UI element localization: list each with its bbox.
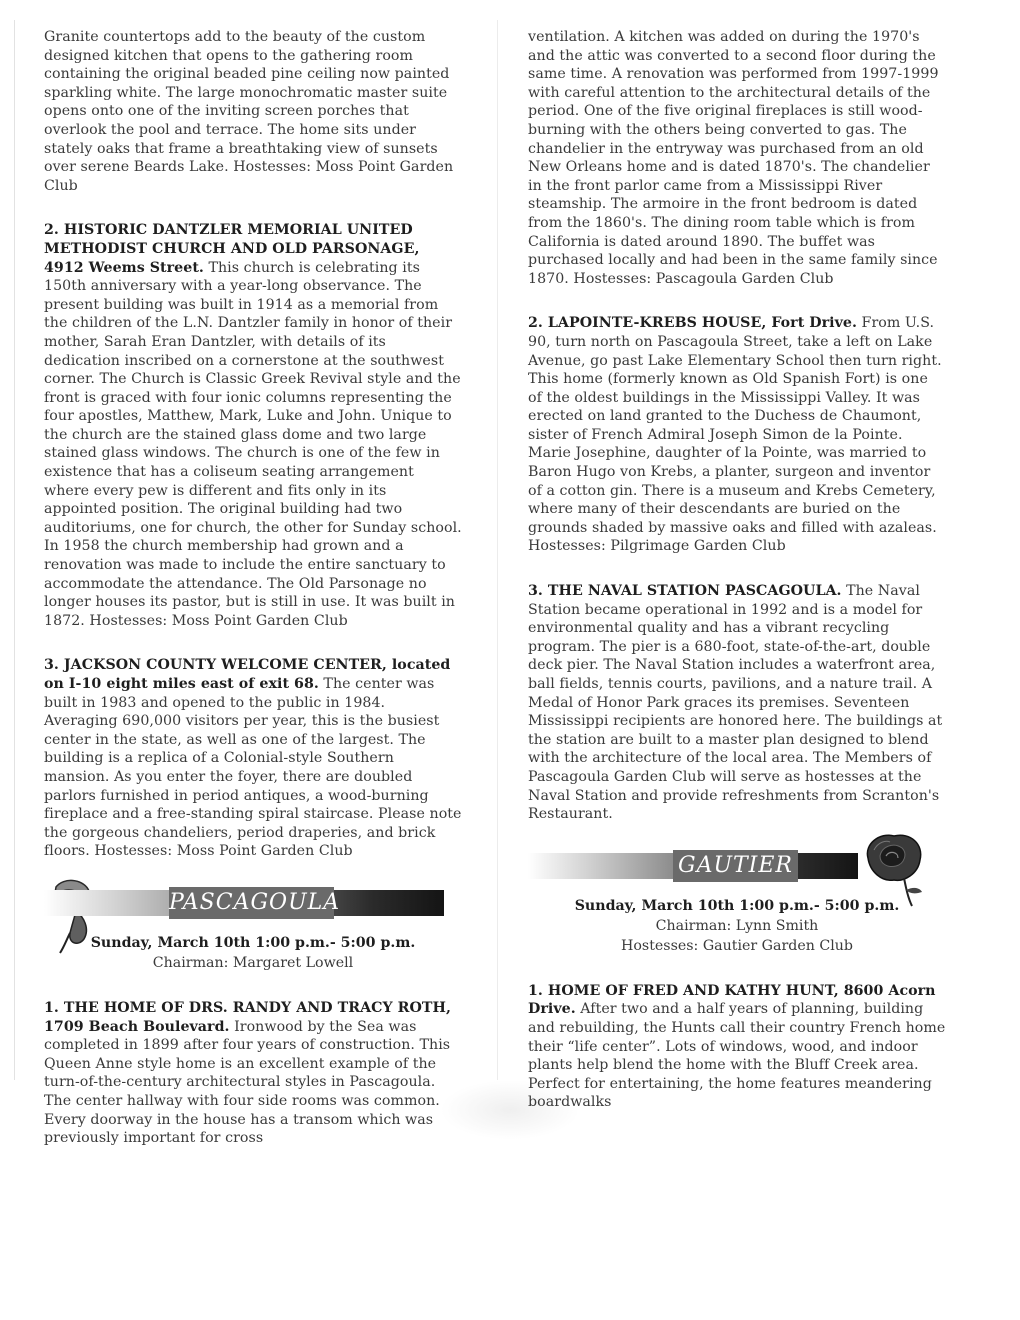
- dantzler-church-entry: [44, 221, 462, 630]
- naval-station-entry: [528, 582, 946, 824]
- hunt-home-entry: [528, 982, 946, 1112]
- roth-home-continued: ventilation. A kitchen was added on during the 1970's and the attic was converted to a second floor during the same time. A renovation was performed from 1997-1999 with careful attention to the architectural details of the period. One of the five original fireplaces is still wood-burning with the others being converted to gas. The chandelier in the entryway was purchased from an old New Orleans home and is dated 1870's. The chandelier in the front parlor came from a Mississippi River steamship. The armoire in the front bedroom is dated from the 1860's. The dining room table which is from California is dated around 1890. The buffet was purchased locally and had been in the same family since 1870. Hostesses: Pascagoula Garden Club: [528, 29, 939, 287]
- banner-title: PASCAGOULA: [169, 887, 334, 919]
- pascagoula-banner: [44, 887, 462, 919]
- roth-home-entry: [44, 999, 462, 1148]
- magnolia-icon: [46, 877, 102, 955]
- entry-heading: 1. HOME OF FRED AND KATHY HUNT, 8600 Acorn Drive.: [528, 982, 936, 1018]
- entry-body: After two and a half years of planning, building and rebuilding, the Hunts call their country French home their “life center”. Lots of windows, wood, and indoor plants help blend the home with the Bluff Creek area. Perfect for entertaining, the home features meandering boardwalks: [528, 1001, 946, 1111]
- banner-title: GAUTIER: [673, 850, 798, 882]
- rose-icon: [860, 828, 928, 908]
- entry-body: The center was built in 1983 and opened to the public in 1984. Averaging 690,000 visitors per year, this is the busiest center in the state, as well as one of the largest. The building is a replica of a Colonial-style Southern mansion. As you enter the foyer, there are doubled parlors furnished in period antiques, a wood-burning fireplace and a free-standing spiral staircase. Please note the gorgeous chandeliers, period draperies, and brick floors. Hostesses: Moss Point Garden Club: [44, 676, 462, 860]
- pascagoula-schedule: [44, 933, 462, 973]
- right-column: [528, 28, 946, 1138]
- schedule-chairman: Chairman: Margaret Lowell: [152, 954, 354, 971]
- moss-point-home-description: Granite countertops add to the beauty of the custom designed kitchen that opens to the gathering room containing the original beaded pine ceiling now painted sparkling white. The large monochromatic master suite opens onto one of the inviting screen porches that overlook the pool and terrace. The home sits under stately oaks that frame a breathtaking view of sunsets over serene Beards Lake. Hostesses: Moss Point Garden Club: [44, 29, 454, 194]
- schedule-date: Sunday, March 10th 1:00 p.m.- 5:00 p.m.: [574, 897, 900, 914]
- entry-body: The Naval Station became operational in 1992 and is a model for environmental quality and has a vibrant recycling program. The pier is a 680-foot, state-of-the-art, double deck pier. The Naval Station includes a waterfront area, ball fields, tennis courts, pavilions, and a nature trail. A Medal of Honor Park graces its premises. Seventeen Mississippi recipients are honored here. The buildings at the station are built to a master plan designed to blend with the architecture of the local area. The Members of Pascagoula Garden Club will serve as hostesses at the Naval Station and provide refreshments from Scranton's Restaurant.: [528, 583, 943, 823]
- left-column: [44, 28, 462, 1174]
- entry-body: From U.S. 90, turn north on Pascagoula Street, take a left on Lake Avenue, go past Lake Elementary School then turn right. This home (formerly known as Old Spanish Fort) is one of the oldest buildings in the Mississippi Valley. It was erected on land granted to the Duchess de Chaumont, sister of French Admiral Joseph Simon de la Pointe. Marie Josephine, daughter of la Pointe, was married to Baron Hugo von Krebs, a planter, surgeon and inventor of a cotton gin. There is a museum and Krebs Cemetery, where many of their descendants are buried on the grounds shaded by massive oaks and filled with azaleas. Hostesses: Pilgrimage Garden Club: [528, 315, 942, 555]
- schedule-hostesses: Hostesses: Gautier Garden Club: [621, 937, 853, 954]
- entry-body: Ironwood by the Sea was completed in 1899 after four years of construction. This Queen Anne style home is an excellent example of the turn-of-the-century architectural styles in Pascagoula. The center hallway with four side rooms was common. Every doorway in the house has a transom which was previously important for cross: [44, 1018, 451, 1147]
- lapointe-krebs-entry: [528, 314, 946, 556]
- entry-body: This church is celebrating its 150th anniversary with a year-long observance. The present building was built in 1914 as a memorial from the children of the L.N. Dantzler family in honor of their mother, Sarah Eran Dantzler, with details of its dedication inscribed on a cornerstone at the southwest corner. The Church is Classic Greek Revival style and the front is graced with four ionic columns representing the four apostles, Matthew, Mark, Luke and John. Unique to the church are the stained glass dome and two large stained glass windows. The church is one of the few in existence that has a coliseum seating arrangement where every pew is different and fits only in its appointed position. The original building had two auditoriums, one for church, the other for Sunday school. In 1958 the church membership had grown and a renovation was made to include the entire sanctuary to accommodate the attendance. The Old Parsonage no longer houses its pastor, but is still in use. It was built in 1872. Hostesses: Moss Point Garden Club: [44, 259, 462, 629]
- entry-heading: 3. JACKSON COUNTY WELCOME CENTER, located on I-10 eight miles east of exit 68.: [44, 657, 451, 692]
- schedule-chairman: Chairman: Lynn Smith: [655, 917, 819, 934]
- entry-heading: 3. THE NAVAL STATION PASCAGOULA.: [528, 583, 842, 600]
- schedule-date: Sunday, March 10th 1:00 p.m.- 5:00 p.m.: [90, 934, 416, 951]
- fold-line-center: [497, 20, 498, 1080]
- fold-line-left: [14, 20, 15, 1080]
- entry-heading: 1. THE HOME OF DRS. RANDY AND TRACY ROTH, 1709 Beach Boulevard.: [44, 999, 451, 1035]
- welcome-center-entry: [44, 656, 462, 861]
- gautier-banner: [528, 850, 946, 882]
- entry-heading: 2. LAPOINTE-KREBS HOUSE, Fort Drive.: [528, 315, 857, 332]
- entry-heading: 2. HISTORIC DANTZLER MEMORIAL UNITED METHODIST CHURCH AND OLD PARSONAGE, 4912 Weems Street.: [44, 222, 420, 276]
